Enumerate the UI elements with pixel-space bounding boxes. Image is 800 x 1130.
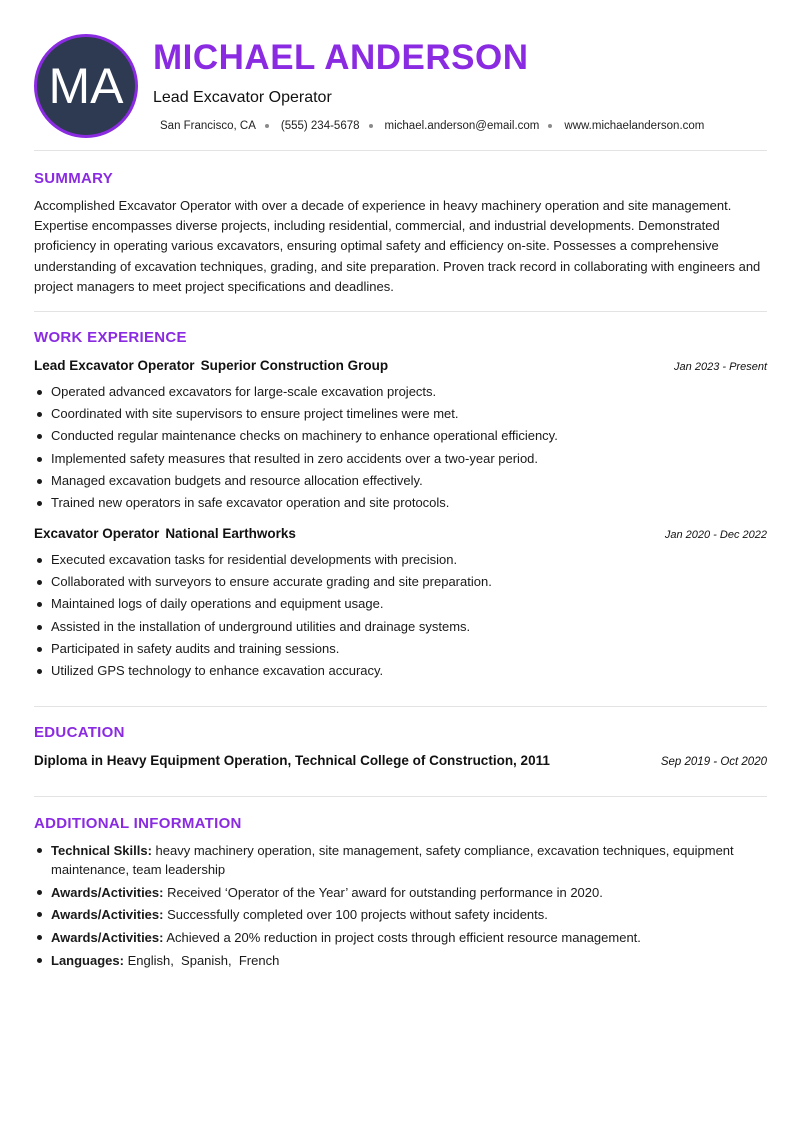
list-item xyxy=(34,951,767,970)
contact-email[interactable]: michael.anderson@email.com xyxy=(384,120,540,132)
job-bullets xyxy=(34,381,767,514)
list-item: Coordinated with site supervisors to ensure project timelines were met. xyxy=(34,403,767,425)
separator-dot-icon xyxy=(369,124,373,128)
info-label: Technical Skills: xyxy=(51,843,152,858)
list-item: Maintained logs of daily operations and equipment usage. xyxy=(34,593,767,615)
separator-dot-icon xyxy=(265,124,269,128)
divider xyxy=(34,150,767,151)
list-item xyxy=(34,841,767,879)
summary-text: Accomplished Excavator Operator with over a decade of experience in heavy machinery operation and site management. Expertise encompasses diverse projects, including residential, commercial, and industrial developments. Demonstrated proficiency in operating various excavators, ensuring optimal safety and efficiency on-site. Possesses a comprehensive understanding of excavation techniques, grading, and site preparation. Proven track record in collaborating with engineers and project managers to meet project specifications and deadlines. xyxy=(34,198,761,294)
contact-location: San Francisco, CA xyxy=(160,120,256,132)
candidate-title: Lead Excavator Operator xyxy=(153,89,332,106)
section-heading-summary: SUMMARY xyxy=(34,170,114,187)
list-item: Executed excavation tasks for residential developments with precision. xyxy=(34,549,767,571)
candidate-name: MICHAEL ANDERSON xyxy=(153,38,529,77)
education-degree: Diploma in Heavy Equipment Operation, Technical College of Construction, 2011 xyxy=(34,753,550,768)
contact-phone[interactable]: (555) 234-5678 xyxy=(280,120,360,132)
list-item: Conducted regular maintenance checks on machinery to enhance operational efficiency. xyxy=(34,425,767,447)
job-bullets xyxy=(34,549,767,682)
list-item: Managed excavation budgets and resource allocation effectively. xyxy=(34,470,767,492)
list-item: Collaborated with surveyors to ensure accurate grading and site preparation. xyxy=(34,571,767,593)
list-item: Trained new operators in safe excavator operation and site protocols. xyxy=(34,492,767,514)
section-heading-education: EDUCATION xyxy=(34,724,125,741)
divider xyxy=(34,311,767,312)
info-text: Received ‘Operator of the Year’ award for outstanding performance in 2020. xyxy=(163,884,603,900)
section-heading-experience: WORK EXPERIENCE xyxy=(34,329,187,346)
list-item xyxy=(34,905,767,924)
job-company: National Earthworks xyxy=(165,526,296,541)
list-item xyxy=(34,928,767,947)
job-dates: Jan 2023 - Present xyxy=(674,361,767,373)
list-item: Participated in safety audits and training sessions. xyxy=(34,638,767,660)
section-heading-additional: ADDITIONAL INFORMATION xyxy=(34,815,242,832)
list-item: Operated advanced excavators for large-scale excavation projects. xyxy=(34,381,767,403)
info-label: Awards/Activities: xyxy=(51,929,164,945)
info-text: English, Spanish, French xyxy=(123,952,280,968)
education-entry xyxy=(34,753,767,768)
info-label: Awards/Activities: xyxy=(51,907,164,922)
list-item: Implemented safety measures that resulted in zero accidents over a two-year period. xyxy=(34,448,767,470)
education-dates: Sep 2019 - Oct 2020 xyxy=(660,756,767,768)
job-header xyxy=(34,358,767,373)
avatar-initials: MA xyxy=(48,58,124,114)
job-role: Excavator Operator xyxy=(34,526,160,541)
divider xyxy=(34,796,767,797)
job-company: Superior Construction Group xyxy=(200,358,389,373)
contact-website[interactable]: www.michaelanderson.com xyxy=(564,120,705,132)
info-label: Languages: xyxy=(51,952,124,968)
avatar xyxy=(34,34,138,138)
job-dates: Jan 2020 - Dec 2022 xyxy=(664,529,767,541)
list-item: Assisted in the installation of underground utilities and drainage systems. xyxy=(34,616,767,638)
additional-info-list xyxy=(34,841,767,973)
contact-row xyxy=(160,120,704,132)
divider xyxy=(34,706,767,707)
info-text: Achieved a 20% reduction in project costs through efficient resource management. xyxy=(163,929,641,945)
info-text: heavy machinery operation, site management, safety compliance, excavation techniques, equipment maintenance, team leadership xyxy=(51,843,734,877)
info-label: Awards/Activities: xyxy=(51,884,164,900)
info-text: Successfully completed over 100 projects without safety incidents. xyxy=(163,907,548,922)
list-item: Utilized GPS technology to enhance excavation accuracy. xyxy=(34,660,767,682)
separator-dot-icon xyxy=(548,124,552,128)
list-item xyxy=(34,883,767,902)
job-role: Lead Excavator Operator xyxy=(34,358,195,373)
job-header xyxy=(34,526,767,541)
